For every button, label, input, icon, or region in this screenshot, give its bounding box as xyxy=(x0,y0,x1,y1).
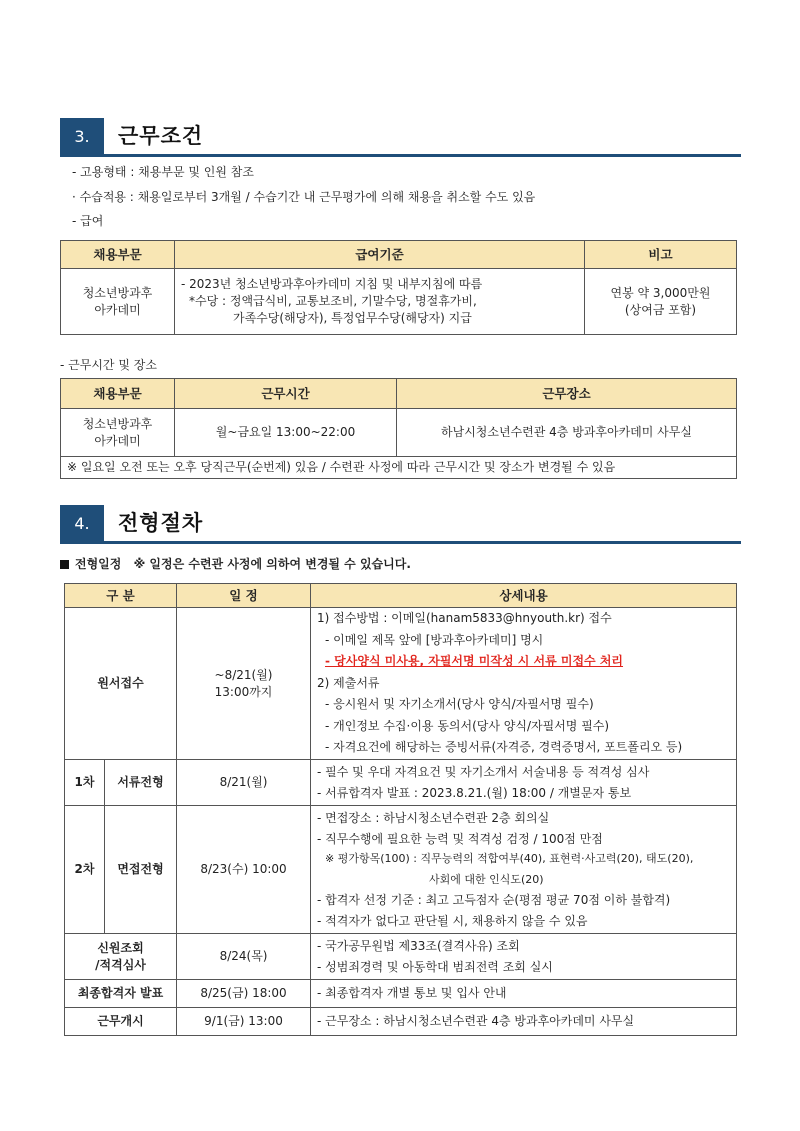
second-detail-line: - 면접장소 : 하남시청소년수련관 2층 회의실 xyxy=(317,811,550,825)
salary-division-line: 아카데미 xyxy=(94,302,141,317)
first-detail-cell xyxy=(311,760,737,806)
check-label-line: /적격심사 xyxy=(95,957,146,972)
salary-criteria-line: 가족수당(해당자), 특정업무수당(해당자) 지급 xyxy=(233,311,472,325)
salary-division-cell xyxy=(61,269,175,335)
salary-header-note: 비고 xyxy=(585,241,737,269)
final-date: 8/25(금) 18:00 xyxy=(177,980,311,1008)
hours-division-line: 아카데미 xyxy=(94,433,141,448)
hours-header-place: 근무장소 xyxy=(397,379,737,409)
section-3-title: 근무조건 xyxy=(118,124,204,148)
check-detail-cell xyxy=(311,934,737,980)
hours-division-cell xyxy=(61,409,175,457)
start-label: 근무개시 xyxy=(65,1008,177,1036)
schedule-header-date: 일 정 xyxy=(177,584,311,608)
apply-detail-line: - 자격요건에 해당하는 증빙서류(자격증, 경력증명서, 포트폴리오 등) xyxy=(325,740,683,755)
schedule-header-detail: 상세내용 xyxy=(311,584,737,608)
salary-criteria-cell xyxy=(175,269,585,335)
start-date: 9/1(금) 13:00 xyxy=(177,1008,311,1036)
apply-date-cell xyxy=(177,608,311,760)
first-stage-label: 1차 xyxy=(65,760,105,806)
schedule-table xyxy=(64,583,737,1036)
final-detail: - 최종합격자 개별 통보 및 입사 안내 xyxy=(311,980,737,1008)
salary-note-cell xyxy=(585,269,737,335)
check-label-cell xyxy=(65,934,177,980)
hours-table xyxy=(60,378,737,479)
first-detail-line: - 서류합격자 발표 : 2023.8.21.(월) 18:00 / 개별문자 통보 xyxy=(317,785,632,800)
hours-header-time: 근무시간 xyxy=(175,379,397,409)
hours-place-cell: 하남시청소년수련관 4층 방과후아카데미 사무실 xyxy=(397,409,737,457)
second-detail-line: ※ 평가항목(100) : 직무능력의 적합여부(40), 표현력·사고력(20), 태도(20), xyxy=(325,852,694,865)
second-stage-label: 2차 xyxy=(65,806,105,934)
hours-division-line: 청소년방과후 xyxy=(82,416,153,431)
schedule-heading xyxy=(60,555,411,572)
check-date: 8/24(목) xyxy=(177,934,311,980)
salary-criteria-line: *수당 : 정액급식비, 교통보조비, 기말수당, 명절휴가비, xyxy=(189,294,477,308)
salary-table xyxy=(60,240,737,335)
second-stage-date: 8/23(수) 10:00 xyxy=(177,806,311,934)
section-3-number: 3. xyxy=(60,118,104,154)
second-detail-line: 사회에 대한 인식도(20) xyxy=(429,872,544,886)
salary-note-line: 연봉 약 3,000만원 xyxy=(610,285,711,300)
probation-line: · 수습적용 : 채용일로부터 3개월 / 수습기간 내 근무평가에 의해 채용을 취소할 수도 있음 xyxy=(72,190,536,204)
first-detail-line: - 필수 및 우대 자격요건 및 자기소개서 서술내용 등 적격성 심사 xyxy=(317,764,650,779)
second-detail-cell xyxy=(311,806,737,934)
apply-label: 원서접수 xyxy=(65,608,177,760)
second-detail-line: - 합격자 선정 기준 : 최고 고득점자 순(평점 평균 70점 이하 불합격) xyxy=(317,893,671,907)
salary-label: - 급여 xyxy=(72,214,104,228)
apply-detail-line: 1) 접수방법 : 이메일(hanam5833@hnyouth.kr) 접수 xyxy=(317,611,612,626)
apply-detail-line: - 이메일 제목 앞에 [방과후아카데미] 명시 xyxy=(325,632,544,647)
apply-warning-line: - 당사양식 미사용, 자필서명 미작성 시 서류 미접수 처리 xyxy=(325,654,624,669)
square-bullet-icon xyxy=(60,560,69,569)
check-detail-line: - 성범죄경력 및 아동학대 범죄전력 조회 실시 xyxy=(317,959,553,974)
final-label: 최종합격자 발표 xyxy=(65,980,177,1008)
start-detail: - 근무장소 : 하남시청소년수련관 4층 방과후아카데미 사무실 xyxy=(311,1008,737,1036)
apply-detail-line: - 개인정보 수집·이용 동의서(당사 양식/자필서명 필수) xyxy=(325,718,610,733)
apply-date-line: 13:00까지 xyxy=(214,684,273,699)
section-4-title: 전형절차 xyxy=(118,511,204,535)
salary-header-criteria: 급여기준 xyxy=(175,241,585,269)
salary-header-division: 채용부문 xyxy=(61,241,175,269)
first-stage-date: 8/21(월) xyxy=(177,760,311,806)
hours-label: - 근무시간 및 장소 xyxy=(60,358,157,372)
first-stage-name: 서류전형 xyxy=(105,760,177,806)
schedule-title: 전형일정 xyxy=(75,557,122,571)
hours-header-division: 채용부문 xyxy=(61,379,175,409)
salary-criteria-line: - 2023년 청소년방과후아카데미 지침 및 내부지침에 따름 xyxy=(181,277,483,291)
check-detail-line: - 국가공무원법 제33조(결격사유) 조회 xyxy=(317,938,520,953)
employment-type-line: - 고용형태 : 채용부문 및 인원 참조 xyxy=(72,165,254,179)
schedule-note: ※ 일정은 수련관 사정에 의하여 변경될 수 있습니다. xyxy=(133,557,411,571)
section-3-header xyxy=(60,118,741,157)
schedule-header-category: 구 분 xyxy=(65,584,177,608)
check-label-line: 신원조회 xyxy=(97,940,144,955)
apply-detail-cell xyxy=(311,608,737,760)
second-detail-line: - 적격자가 없다고 판단될 시, 채용하지 않을 수 있음 xyxy=(317,913,588,928)
section-4-number: 4. xyxy=(60,505,104,541)
hours-footnote: ※ 일요일 오전 또는 오후 당직근무(순번제) 있음 / 수련관 사정에 따라 근무시간 및 장소가 변경될 수 있음 xyxy=(61,457,737,479)
second-stage-name: 면접전형 xyxy=(105,806,177,934)
hours-time-cell: 월~금요일 13:00~22:00 xyxy=(175,409,397,457)
section-4-header xyxy=(60,505,741,544)
apply-detail-line: 2) 제출서류 xyxy=(317,675,380,690)
salary-note-line: (상여금 포함) xyxy=(624,302,697,317)
apply-detail-line: - 응시원서 및 자기소개서(당사 양식/자필서명 필수) xyxy=(325,697,594,712)
second-detail-line: - 직무수행에 필요한 능력 및 적격성 검정 / 100점 만점 xyxy=(317,831,603,846)
salary-division-line: 청소년방과후 xyxy=(82,285,153,300)
apply-date-line: ~8/21(월) xyxy=(214,667,273,682)
